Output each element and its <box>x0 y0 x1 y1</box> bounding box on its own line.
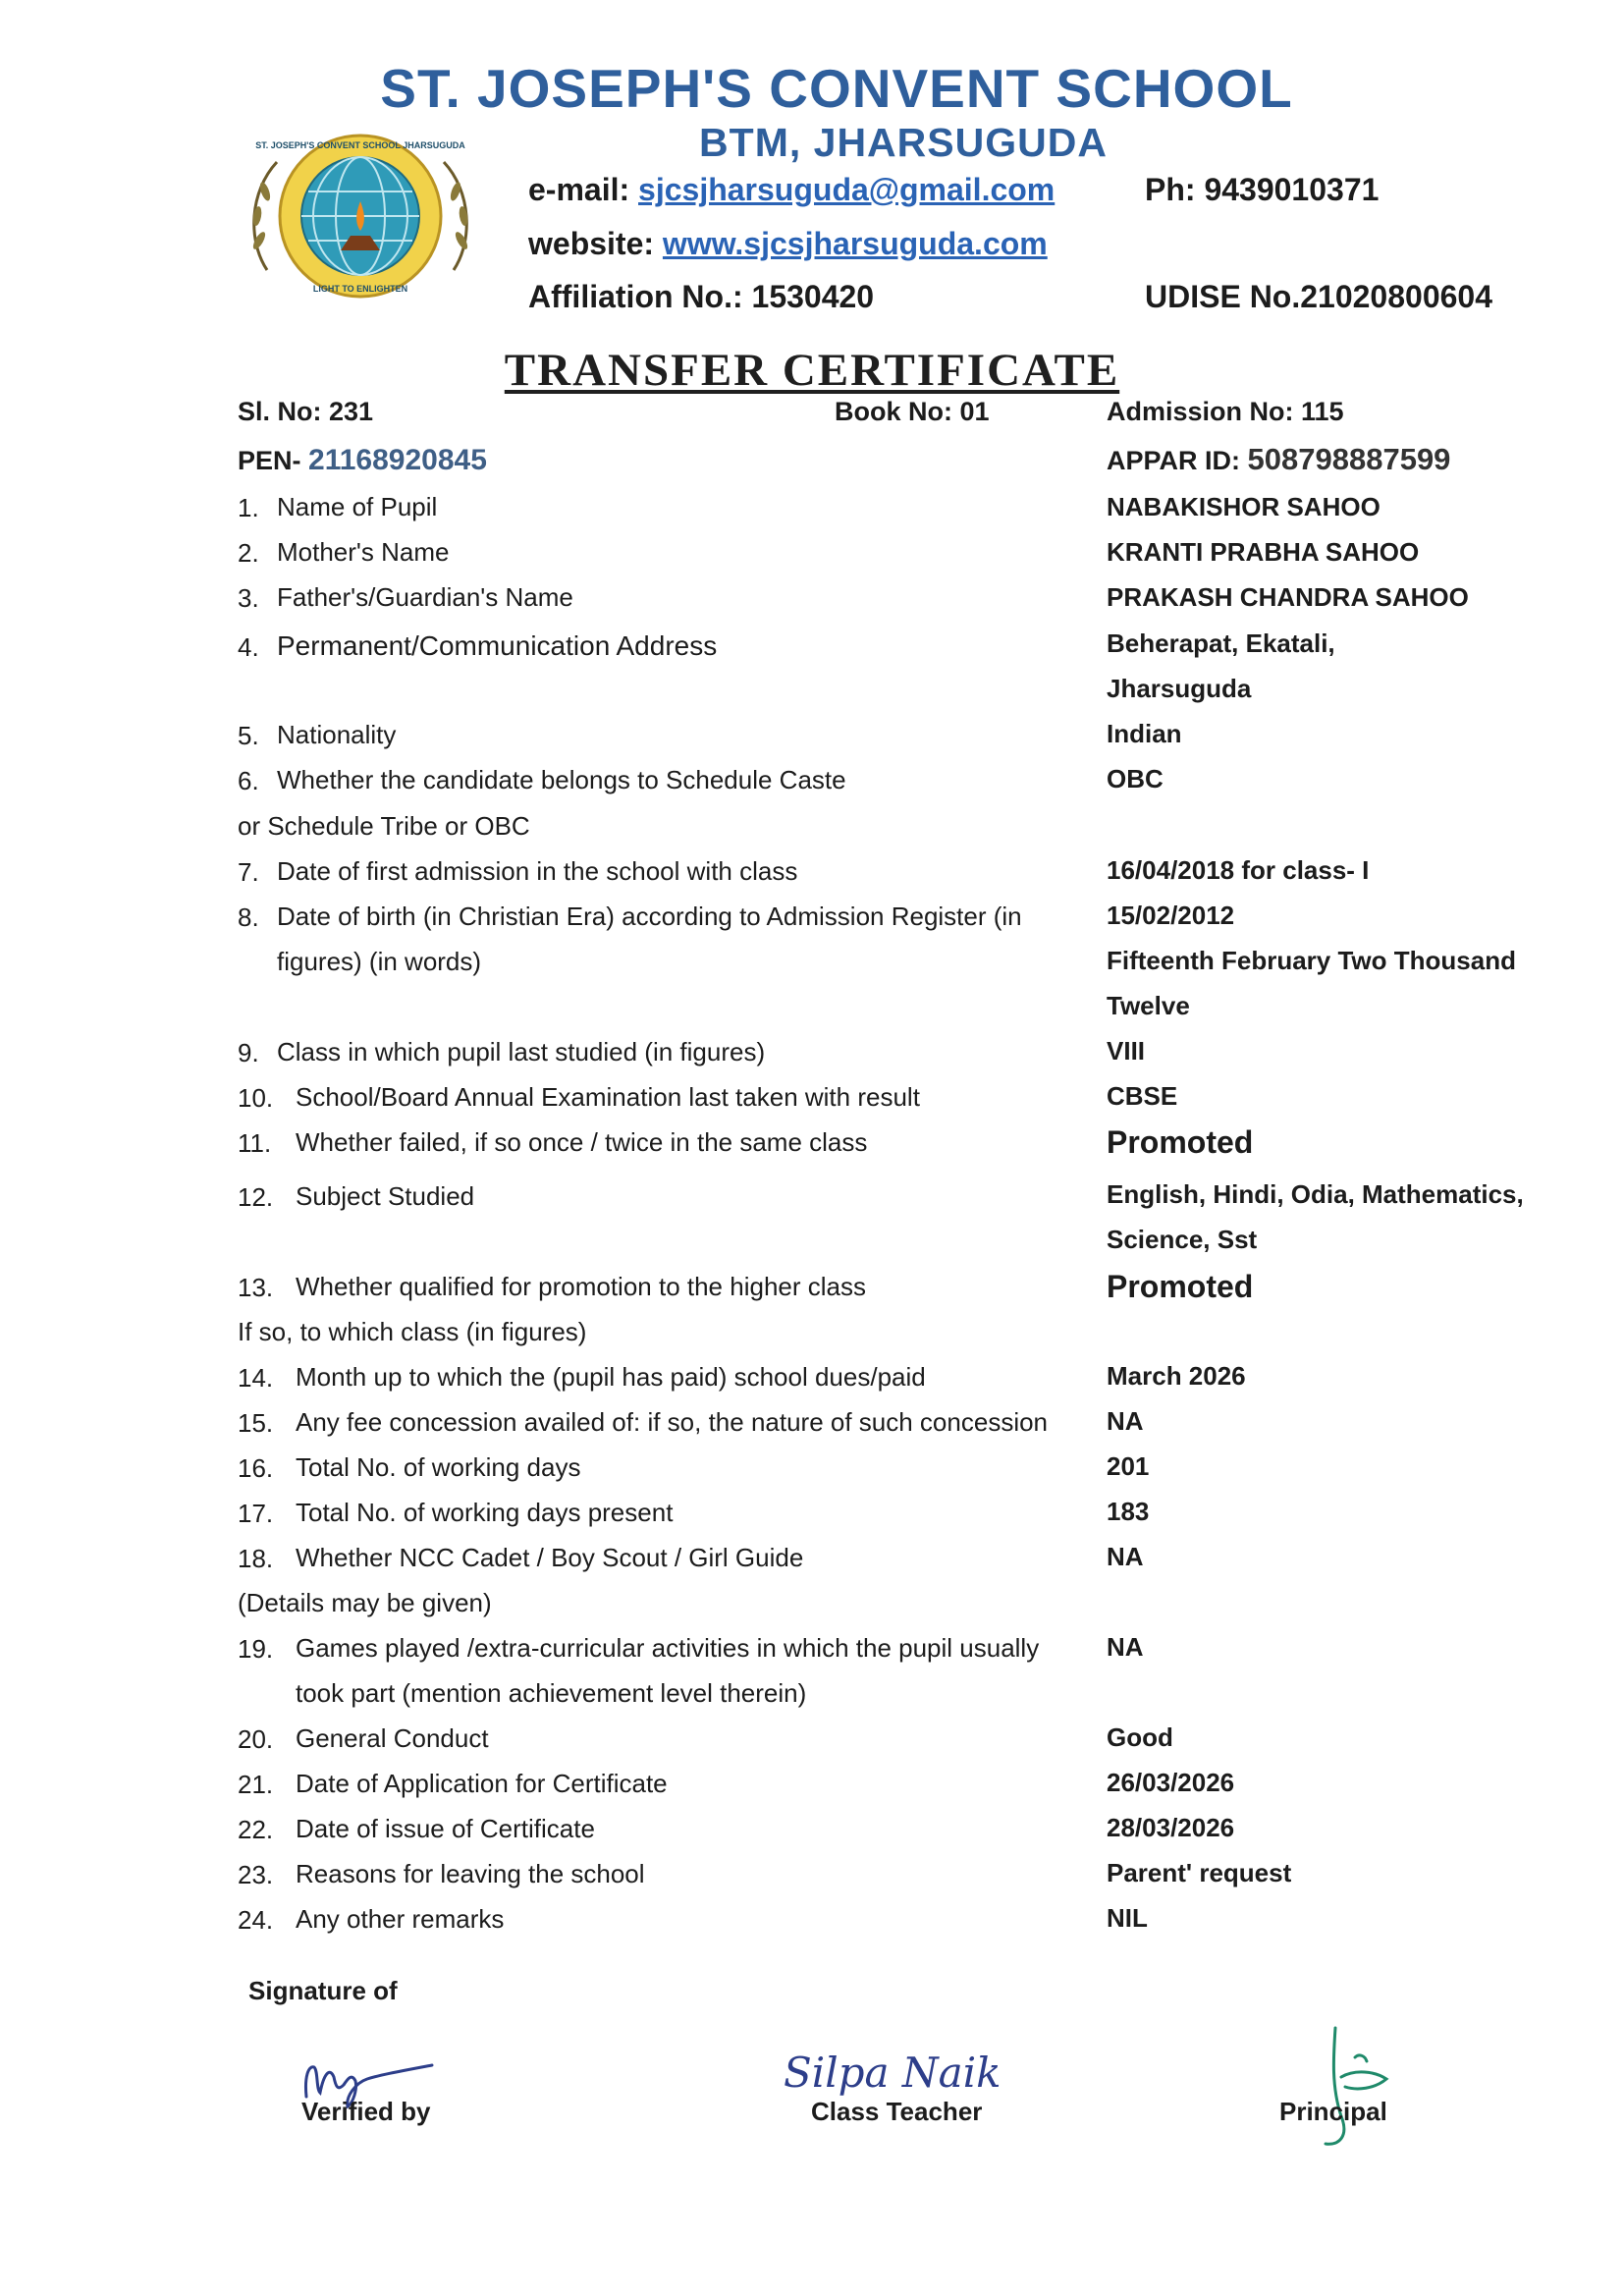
row-number: 18. <box>238 1544 274 1573</box>
row-label: Total No. of working days present <box>296 1498 674 1527</box>
row-label: Subject Studied <box>296 1181 475 1211</box>
row-label: Date of birth (in Christian Era) according to Admission Register (in <box>277 902 1022 931</box>
row-label: took part (mention achievement level therein) <box>296 1678 807 1708</box>
pen-label: PEN- <box>238 446 301 475</box>
verified-by-label: Verified by <box>301 2097 431 2126</box>
row-value: 183 <box>1107 1497 1150 1526</box>
sl-no: Sl. No: 231 <box>238 397 374 426</box>
principal-label: Principal <box>1279 2097 1387 2126</box>
row-label: or Schedule Tribe or OBC <box>238 811 530 841</box>
udise-number: UDISE No.21020800604 <box>1145 279 1492 314</box>
row-number: 24. <box>238 1905 274 1935</box>
row-value: 15/02/2012 <box>1107 901 1235 930</box>
row-label: Date of issue of Certificate <box>296 1814 595 1843</box>
svg-text:ST. JOSEPH'S CONVENT SCHOOL JH: ST. JOSEPH'S CONVENT SCHOOL JHARSUGUDA <box>255 140 465 150</box>
row-label: Any other remarks <box>296 1904 505 1934</box>
row-number: 3. <box>238 583 259 613</box>
row-label: Total No. of working days <box>296 1452 581 1482</box>
row-label: Whether failed, if so once / twice in the same class <box>296 1127 868 1157</box>
row-value: Indian <box>1107 719 1182 748</box>
row-number: 9. <box>238 1038 259 1067</box>
appar-line <box>1107 442 1450 477</box>
row-label: If so, to which class (in figures) <box>238 1317 587 1346</box>
row-label: Date of Application for Certificate <box>296 1769 668 1798</box>
row-value: KRANTI PRABHA SAHOO <box>1107 537 1420 567</box>
row-value: NA <box>1107 1406 1144 1436</box>
book-no: Book No: 01 <box>835 397 990 426</box>
website-line <box>528 226 1087 262</box>
phone-line <box>1145 172 1379 208</box>
appar-label: APPAR ID: <box>1107 446 1241 475</box>
email-line <box>528 172 1055 208</box>
website-link[interactable]: www.sjcsjharsuguda.com <box>662 226 1048 261</box>
row-value: Beherapat, Ekatali, <box>1107 629 1335 658</box>
pen-line <box>238 444 487 477</box>
row-number: 14. <box>238 1363 274 1393</box>
row-value: March 2026 <box>1107 1361 1246 1391</box>
row-label: Permanent/Communication Address <box>277 630 718 661</box>
row-number: 23. <box>238 1860 274 1889</box>
row-value: Science, Sst <box>1107 1225 1258 1254</box>
row-value: OBC <box>1107 764 1164 793</box>
appar-value: 508798887599 <box>1247 442 1451 476</box>
affiliation-value: 1530420 <box>751 279 875 314</box>
row-number: 11. <box>238 1128 272 1158</box>
svg-text:Silpa Naik: Silpa Naik <box>784 2049 1001 2097</box>
row-number: 17. <box>238 1499 274 1528</box>
school-name: ST. JOSEPH'S CONVENT SCHOOL <box>380 58 1293 119</box>
row-number: 7. <box>238 857 259 887</box>
row-value: NABAKISHOR SAHOO <box>1107 492 1380 521</box>
principal-signature-icon <box>1296 2018 1404 2156</box>
row-number: 19. <box>238 1634 274 1664</box>
row-label: Whether qualified for promotion to the higher class <box>296 1272 866 1301</box>
email-link[interactable]: sjcsjharsuguda@gmail.com <box>638 172 1056 207</box>
row-value: Parent' request <box>1107 1858 1292 1887</box>
row-number: 6. <box>238 766 259 795</box>
row-value: English, Hindi, Odia, Mathematics, <box>1107 1179 1524 1209</box>
row-label: Month up to which the (pupil has paid) school dues/paid <box>296 1362 926 1392</box>
row-value: Good <box>1107 1722 1173 1752</box>
school-logo-icon <box>238 123 483 314</box>
row-value: Fifteenth February Two Thousand <box>1107 946 1516 975</box>
pen-value: 21168920845 <box>308 444 487 476</box>
row-value: Promoted <box>1107 1269 1254 1304</box>
row-label: Whether the candidate belongs to Schedule Caste <box>277 765 846 794</box>
affiliation-label: Affiliation No.: <box>528 279 743 314</box>
row-label: Nationality <box>277 720 397 749</box>
row-value: 28/03/2026 <box>1107 1813 1235 1842</box>
admission-no: Admission No: 115 <box>1107 397 1344 426</box>
row-label: (Details may be given) <box>238 1588 492 1617</box>
row-label: Games played /extra-curricular activities in which the pupil usually <box>296 1633 1040 1663</box>
certificate-title: TRANSFER CERTIFICATE <box>504 345 1120 396</box>
row-number: 20. <box>238 1724 274 1754</box>
svg-text:LIGHT TO ENLIGHTEN: LIGHT TO ENLIGHTEN <box>312 284 408 294</box>
row-label: Father's/Guardian's Name <box>277 582 573 612</box>
school-place: BTM, JHARSUGUDA <box>699 120 1108 165</box>
row-label: School/Board Annual Examination last taken with result <box>296 1082 920 1112</box>
row-number: 16. <box>238 1453 274 1483</box>
row-value: Twelve <box>1107 991 1190 1020</box>
phone-value: 9439010371 <box>1204 172 1380 207</box>
row-number: 22. <box>238 1815 274 1844</box>
row-value: PRAKASH CHANDRA SAHOO <box>1107 582 1469 612</box>
phone-label: Ph: <box>1145 172 1196 207</box>
row-label: Class in which pupil last studied (in figures) <box>277 1037 766 1066</box>
row-label: General Conduct <box>296 1723 489 1753</box>
row-label: Date of first admission in the school with class <box>277 856 798 886</box>
row-number: 10. <box>238 1083 274 1113</box>
row-value: NA <box>1107 1542 1144 1571</box>
row-value: Jharsuguda <box>1107 674 1252 703</box>
class-teacher-label: Class Teacher <box>811 2097 983 2126</box>
row-label: Any fee concession availed of: if so, the nature of such concession <box>296 1407 1049 1437</box>
row-number: 13. <box>238 1273 274 1302</box>
row-value: NIL <box>1107 1903 1148 1933</box>
row-value: VIII <box>1107 1036 1146 1066</box>
affiliation-line <box>528 279 874 315</box>
row-label: Reasons for leaving the school <box>296 1859 645 1888</box>
row-number: 15. <box>238 1408 274 1438</box>
row-number: 21. <box>238 1770 274 1799</box>
row-value: 26/03/2026 <box>1107 1768 1235 1797</box>
signature-heading: Signature of <box>248 1976 398 2005</box>
row-label: Mother's Name <box>277 537 450 567</box>
row-number: 1. <box>238 493 259 522</box>
row-number: 2. <box>238 538 259 568</box>
email-label: e-mail: <box>528 172 630 207</box>
row-value: CBSE <box>1107 1081 1178 1111</box>
website-label: website: <box>528 226 655 261</box>
row-number: 8. <box>238 902 259 932</box>
row-label: figures) (in words) <box>277 947 482 976</box>
row-value: 201 <box>1107 1451 1150 1481</box>
row-label: Name of Pupil <box>277 492 438 521</box>
row-value: Promoted <box>1107 1124 1254 1160</box>
row-value: NA <box>1107 1632 1144 1662</box>
row-number: 4. <box>238 632 259 662</box>
row-number: 5. <box>238 721 259 750</box>
row-label: Whether NCC Cadet / Boy Scout / Girl Guide <box>296 1543 804 1572</box>
row-number: 12. <box>238 1182 274 1212</box>
row-value: 16/04/2018 for class- I <box>1107 855 1370 885</box>
